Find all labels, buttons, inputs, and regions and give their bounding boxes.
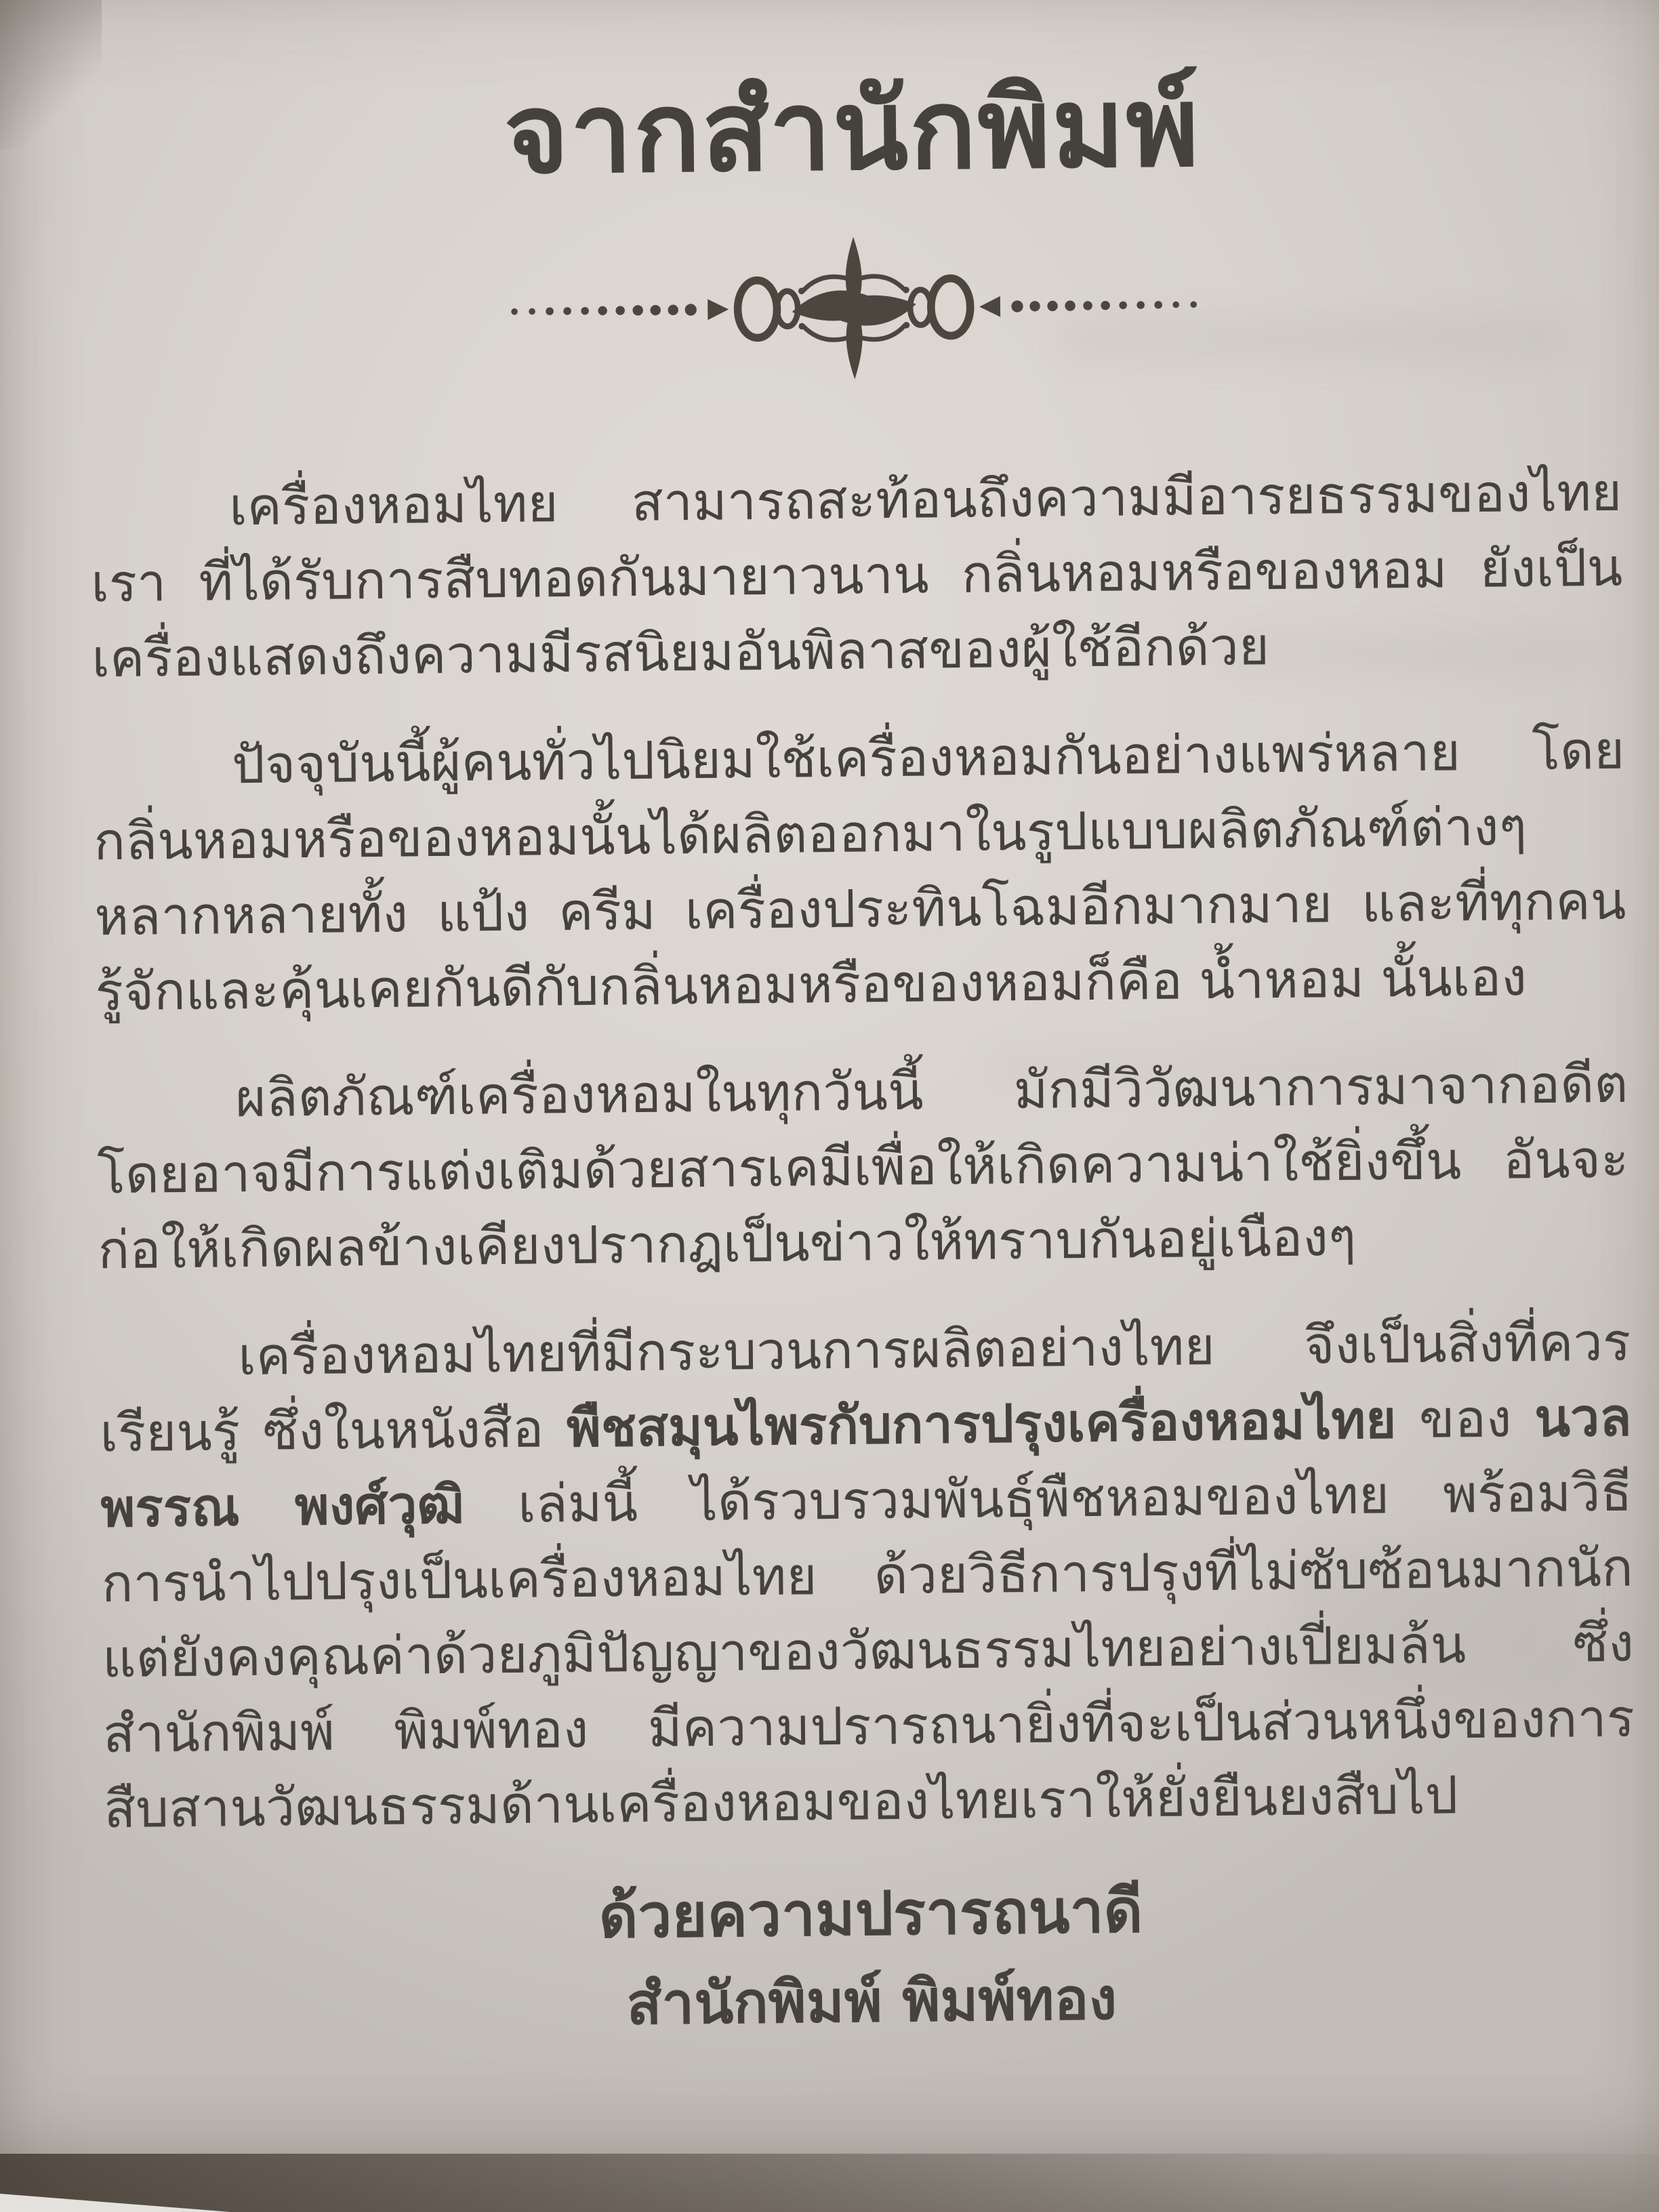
paragraph (99, 1305, 1636, 1847)
fleuron-divider-icon (494, 229, 1214, 387)
text-run: ผลิตภัณฑ์เครื่องหอมในทุกวันนี้ มักมีวิวัฒนาการมาจากอดีต โดยอาจมีการแต่งเติมด้วยสารเคมีเพื่อให้เกิดความน่าใช้ยิ่งขึ้น อันจะก่อให้เกิดผลข้างเคียงปรากฎเป็นข่าวให้ทราบกันอยู่เนืองๆ (97, 1054, 1629, 1282)
text-run: เครื่องหอมไทย สามารถสะท้อนถึงความมีอารยธรรมของไทยเรา ที่ได้รับการสืบทอดกันมายาวนาน กลิ่นหอมหรือของหอม ยังเป็นเครื่องแสดงถึงความมีรสนิยมอันพิลาสของผู้ใช้อีกด้วย (90, 462, 1623, 690)
publisher-name: สำนักพิมพ์ พิมพ์ทอง (626, 1966, 1118, 2039)
photo-corner-shadow (0, 0, 102, 149)
emphasized-text-run: พืชสมุนไพรกับการปรุงเครื่องหอมไทย (566, 1390, 1397, 1459)
text-run: เครื่องหอมไทยที่มีกระบวนการผลิตอย่างไทย จึงเป็นสิ่งที่ควรเรียนรู้ ซึ่งในหนังสือ (100, 1312, 1631, 1465)
paragraph (96, 1046, 1630, 1288)
emphasized-text-run: นวลพรรณ พงศ์วุฒิ (100, 1387, 1632, 1540)
closing-salutation: ด้วยความปรารถนาดี (598, 1875, 1143, 1952)
paragraphs (90, 455, 1636, 1847)
text-run: ของ (1395, 1388, 1535, 1451)
page-bottom-shadow (0, 2154, 1659, 2212)
text-run: ปัจจุบันนี้ผู้คนทั่วไปนิยมใช้เครื่องหอมกันอย่างแพร่หลาย โดยกลิ่นหอมหรือของหอมนั้นได้ผลิตออกมาในรูปแบบผลิตภัณฑ์ต่างๆ หลากหลายทั้ง แป้ง ครีม เครื่องประทินโฉมอีกมากมาย และที่ทุกคนรู้จักและคุ้นเคยกันดีกับกลิ่นหอมหรือของหอมก็คือ น้ำหอม นั้นเอง (93, 720, 1626, 1023)
page-title: จากสำนักพิมพ์ (503, 63, 1201, 199)
paragraph (93, 713, 1628, 1030)
paragraph (90, 455, 1624, 697)
closing-block (104, 1866, 1637, 2048)
text-run: เล่มนี้ ได้รวบรวมพันธุ์พืชหอมของไทย พร้อมวิธีการนำไปปรุงเป็นเครื่องหอมไทย ด้วยวิธีการปรุงที่ไม่ซับซ้อนมากนัก แต่ยังคงคุณค่าด้วยภูมิปัญญาของวัฒนธรรมไทยอย่างเปี่ยมล้น ซึ่งสำนักพิมพ์ พิมพ์ทอง มีความปรารถนายิ่งที่จะเป็นส่วนหนึ่งของการสืบสานวัฒนธรรมด้านเครื่องหอมของไทยเราให้ยั่งยืนยงสืบไป (101, 1462, 1635, 1841)
